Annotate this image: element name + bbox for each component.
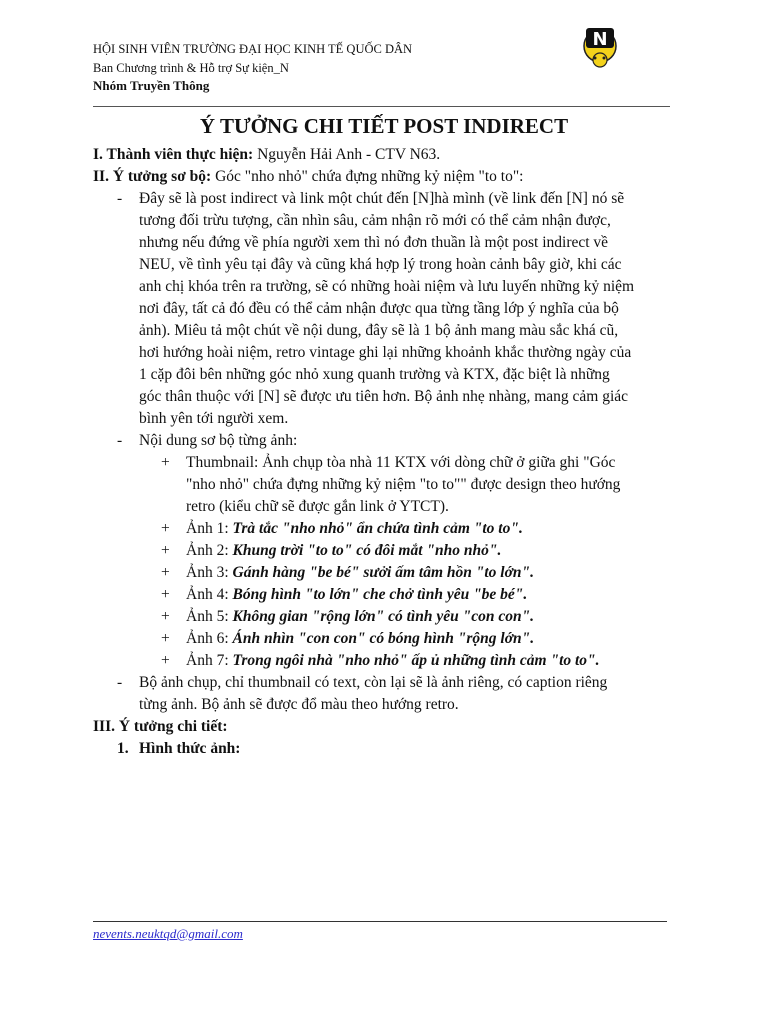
section-2 <box>93 166 673 188</box>
plus-item-photo-3 <box>93 562 673 584</box>
photo-prefix: Ảnh 5: <box>186 608 233 625</box>
plus-marker: + <box>161 652 170 669</box>
plus-marker: + <box>161 542 170 559</box>
header-team: Nhóm Truyền Thông <box>93 78 210 93</box>
plus-marker: + <box>161 564 170 581</box>
text-line: Đây sẽ là post indirect và link một chút đến [N]hà mình (về link đến [N] nó sẽ <box>139 190 625 207</box>
photo-caption: Khung trời "to to" có đôi mắt "nho nhỏ". <box>232 542 502 559</box>
photo-caption: Gánh hàng "be bé" sưởi ấm tâm hồn "to lớn". <box>232 564 535 581</box>
text-line: Thumbnail: Ảnh chụp tòa nhà 11 KTX với dòng chữ ở giữa ghi "Góc <box>186 454 616 471</box>
text-line: tương đối trừu tượng, cần nhìn sâu, cảm nhận rõ mới có thể cảm nhận được, <box>139 212 611 229</box>
photo-prefix: Ảnh 4: <box>186 586 233 603</box>
section-2-value: Góc "nho nhỏ" chứa đựng những kỷ niệm "to to": <box>211 168 524 185</box>
dash-marker: - <box>117 674 123 691</box>
text-line: Nội dung sơ bộ từng ảnh: <box>139 432 298 449</box>
section-3-label: III. Ý tưởng chi tiết: <box>93 718 228 735</box>
text-line: hơi hướng hoài niệm, retro vintage ghi lại những khoảnh khắc thường ngày của <box>139 344 632 361</box>
text-line: NEU, về tình yêu tại đây và cũng khá hợp lý trong hoàn cảnh bây giờ, khi các <box>139 256 622 273</box>
photo-prefix: Ảnh 6: <box>186 630 233 647</box>
text-line: ảnh). Miêu tả một chút về nội dung, đây sẽ là 1 bộ ảnh mang màu sắc khá cũ, <box>139 322 619 339</box>
dash-marker: - <box>117 432 123 449</box>
text-line: anh chị khóa trên ra trường, sẽ có những hoài niệm và lưu luyến những kỷ niệm <box>139 278 635 295</box>
logo-letter: N <box>592 29 608 50</box>
photo-prefix: Ảnh 1: <box>186 520 233 537</box>
text-line: "nho nhỏ" chứa đựng những kỷ niệm "to to"" được design theo hướng <box>186 476 621 493</box>
plus-marker: + <box>161 608 170 625</box>
plus-item-photo-1 <box>93 518 673 540</box>
photo-caption: Bóng hình "to lớn" che chở tình yêu "be bé". <box>232 586 528 603</box>
dash-marker: - <box>117 190 123 207</box>
section-1-value: Nguyễn Hải Anh - CTV N63. <box>253 146 441 163</box>
numbered-item-1 <box>93 738 673 760</box>
plus-item-photo-7 <box>93 650 673 672</box>
section-1 <box>93 144 673 166</box>
n-logo <box>580 24 620 70</box>
plus-marker: + <box>161 520 170 537</box>
plus-marker: + <box>161 454 170 471</box>
section-1-label: I. Thành viên thực hiện: <box>93 146 254 163</box>
text-line: từng ảnh. Bộ ảnh sẽ được đổ màu theo hướng retro. <box>139 696 459 713</box>
header-org: HỘI SINH VIÊN TRƯỜNG ĐẠI HỌC KINH TẾ QUỐC DÂN <box>93 42 413 56</box>
plus-marker: + <box>161 630 170 647</box>
item-number: 1. <box>117 740 129 757</box>
plus-item-thumbnail <box>93 452 673 518</box>
text-line: góc thân thuộc với [N] sẽ được ưu tiên hơn. Bộ ảnh nhẹ nhàng, mang cảm giác <box>139 388 629 405</box>
document-title: Ý TƯỞNG CHI TIẾT POST INDIRECT <box>199 114 569 138</box>
photo-caption: Trong ngôi nhà "nho nhỏ" ấp ủ những tình cảm "to to". <box>232 652 600 669</box>
photo-caption: Ánh nhìn "con con" có bóng hình "rộng lớn". <box>232 630 535 647</box>
dash-item-content <box>93 430 673 452</box>
text-line: Bộ ảnh chụp, chỉ thumbnail có text, còn lại sẽ là ảnh riêng, có caption riêng <box>139 674 608 691</box>
photo-prefix: Ảnh 3: <box>186 564 233 581</box>
text-line: nhưng nếu đứng về phía người xem thì nó đơn thuần là một post indirect về <box>139 234 609 251</box>
photo-caption: Trà tắc "nho nhỏ" ẩn chứa tình cảm "to to". <box>232 520 523 537</box>
text-line: bình yên tới người xem. <box>139 410 289 427</box>
header-dept: Ban Chương trình & Hỗ trợ Sự kiện_N <box>93 61 289 75</box>
plus-item-photo-4 <box>93 584 673 606</box>
document-body <box>93 144 673 760</box>
footer-email-link[interactable]: nevents.neuktqd@gmail.com <box>93 926 243 941</box>
section-2-label: II. Ý tưởng sơ bộ: <box>93 168 212 185</box>
header-divider <box>93 106 670 107</box>
footer-divider <box>93 921 667 922</box>
photo-prefix: Ảnh 7: <box>186 652 233 669</box>
dash-item-overview <box>93 188 673 430</box>
plus-item-photo-6 <box>93 628 673 650</box>
photo-prefix: Ảnh 2: <box>186 542 233 559</box>
text-line: nơi đây, tất cả đó đều có thể cảm nhận được qua từng tầng lớp ý nghĩa của bộ <box>139 300 619 317</box>
plus-marker: + <box>161 586 170 603</box>
dash-item-notes <box>93 672 673 716</box>
plus-item-photo-2 <box>93 540 673 562</box>
plus-item-photo-5 <box>93 606 673 628</box>
text-line: retro (kiểu chữ sẽ được gắn link ở YTCT). <box>186 498 449 515</box>
item-label: Hình thức ảnh: <box>139 740 241 757</box>
photo-caption: Không gian "rộng lớn" có tình yêu "con con". <box>232 608 535 625</box>
text-line: 1 cặp đôi bên những góc nhỏ xung quanh trường và KTX, đặc biệt là những <box>139 366 610 383</box>
